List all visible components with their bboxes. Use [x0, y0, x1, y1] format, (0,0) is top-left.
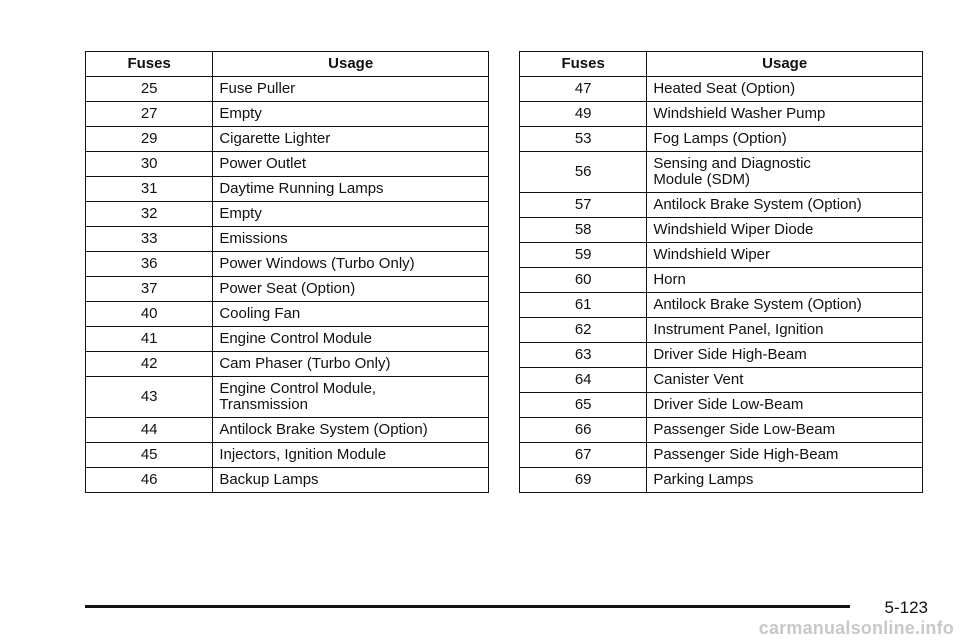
fuse-number-cell: 46: [86, 468, 213, 493]
usage-cell: Power Outlet: [213, 152, 489, 177]
table-row: [86, 202, 489, 227]
table-row: [86, 302, 489, 327]
column-header-fuses: Fuses: [520, 52, 647, 77]
fuse-number-cell: 69: [520, 468, 647, 493]
table-row: [86, 468, 489, 493]
fuse-number-cell: 62: [520, 318, 647, 343]
table-row: [520, 152, 923, 193]
usage-cell: Horn: [647, 268, 923, 293]
fuse-table-body: [86, 77, 489, 493]
table-row: [520, 193, 923, 218]
table-row: [86, 177, 489, 202]
page-number: 5-123: [884, 598, 928, 617]
table-row: [86, 277, 489, 302]
watermark: carmanualsonline.info: [758, 618, 954, 638]
fuse-number-cell: 63: [520, 343, 647, 368]
fuse-number-cell: 67: [520, 443, 647, 468]
table-row: [86, 352, 489, 377]
fuse-number-cell: 60: [520, 268, 647, 293]
fuse-number-cell: 27: [86, 102, 213, 127]
fuse-number-cell: 43: [86, 377, 213, 418]
fuse-number-cell: 32: [86, 202, 213, 227]
usage-cell: Emissions: [213, 227, 489, 252]
usage-cell: Daytime Running Lamps: [213, 177, 489, 202]
usage-cell: Windshield Wiper: [647, 243, 923, 268]
fuse-number-cell: 44: [86, 418, 213, 443]
table-row: [520, 243, 923, 268]
fuse-number-cell: 61: [520, 293, 647, 318]
fuse-number-cell: 31: [86, 177, 213, 202]
table-row: [86, 418, 489, 443]
usage-cell: Driver Side High-Beam: [647, 343, 923, 368]
table-row: [520, 218, 923, 243]
table-row: [86, 227, 489, 252]
usage-cell: Antilock Brake System (Option): [647, 293, 923, 318]
table-row: [520, 443, 923, 468]
table-row: [86, 127, 489, 152]
fuse-table-left: [85, 51, 489, 493]
table-header-row: [86, 52, 489, 77]
usage-cell: Passenger Side High-Beam: [647, 443, 923, 468]
usage-cell: Parking Lamps: [647, 468, 923, 493]
table-row: [520, 77, 923, 102]
fuse-number-cell: 59: [520, 243, 647, 268]
fuse-table-right: [519, 51, 923, 493]
fuse-number-cell: 41: [86, 327, 213, 352]
usage-cell: Windshield Wiper Diode: [647, 218, 923, 243]
usage-cell: Fuse Puller: [213, 77, 489, 102]
usage-cell: Cooling Fan: [213, 302, 489, 327]
usage-cell: Backup Lamps: [213, 468, 489, 493]
fuse-number-cell: 53: [520, 127, 647, 152]
fuse-number-cell: 66: [520, 418, 647, 443]
usage-cell: Engine Control Module, Transmission: [213, 377, 489, 418]
usage-cell: Fog Lamps (Option): [647, 127, 923, 152]
fuse-number-cell: 65: [520, 393, 647, 418]
column-header-usage: Usage: [213, 52, 489, 77]
table-row: [86, 377, 489, 418]
usage-cell: Instrument Panel, Ignition: [647, 318, 923, 343]
fuse-number-cell: 30: [86, 152, 213, 177]
table-row: [520, 468, 923, 493]
usage-cell: Injectors, Ignition Module: [213, 443, 489, 468]
usage-cell: Cam Phaser (Turbo Only): [213, 352, 489, 377]
usage-cell: Power Windows (Turbo Only): [213, 252, 489, 277]
table-header-row: [520, 52, 923, 77]
fuse-number-cell: 42: [86, 352, 213, 377]
table-row: [520, 318, 923, 343]
footer-rule: [85, 605, 850, 608]
usage-cell: Canister Vent: [647, 368, 923, 393]
fuse-number-cell: 45: [86, 443, 213, 468]
table-row: [520, 343, 923, 368]
fuse-number-cell: 25: [86, 77, 213, 102]
table-row: [86, 77, 489, 102]
fuse-number-cell: 33: [86, 227, 213, 252]
table-row: [86, 152, 489, 177]
column-header-fuses: Fuses: [86, 52, 213, 77]
fuse-number-cell: 64: [520, 368, 647, 393]
table-row: [520, 293, 923, 318]
usage-cell: Antilock Brake System (Option): [213, 418, 489, 443]
usage-cell: Empty: [213, 102, 489, 127]
fuse-number-cell: 36: [86, 252, 213, 277]
table-row: [86, 327, 489, 352]
fuse-number-cell: 47: [520, 77, 647, 102]
fuse-number-cell: 49: [520, 102, 647, 127]
usage-cell: Heated Seat (Option): [647, 77, 923, 102]
table-row: [86, 443, 489, 468]
usage-cell: Empty: [213, 202, 489, 227]
table-row: [86, 102, 489, 127]
usage-cell: Windshield Washer Pump: [647, 102, 923, 127]
usage-cell: Driver Side Low-Beam: [647, 393, 923, 418]
usage-cell: Cigarette Lighter: [213, 127, 489, 152]
fuse-number-cell: 57: [520, 193, 647, 218]
usage-cell: Passenger Side Low-Beam: [647, 418, 923, 443]
table-row: [520, 102, 923, 127]
table-row: [520, 368, 923, 393]
fuse-number-cell: 37: [86, 277, 213, 302]
table-row: [520, 418, 923, 443]
usage-cell: Engine Control Module: [213, 327, 489, 352]
fuse-number-cell: 56: [520, 152, 647, 193]
table-row: [520, 268, 923, 293]
fuse-number-cell: 58: [520, 218, 647, 243]
column-header-usage: Usage: [647, 52, 923, 77]
fuse-number-cell: 40: [86, 302, 213, 327]
table-row: [520, 127, 923, 152]
usage-cell: Power Seat (Option): [213, 277, 489, 302]
table-row: [520, 393, 923, 418]
usage-cell: Antilock Brake System (Option): [647, 193, 923, 218]
fuse-number-cell: 29: [86, 127, 213, 152]
usage-cell: Sensing and Diagnostic Module (SDM): [647, 152, 923, 193]
table-row: [86, 252, 489, 277]
fuse-table-body: [520, 77, 923, 493]
